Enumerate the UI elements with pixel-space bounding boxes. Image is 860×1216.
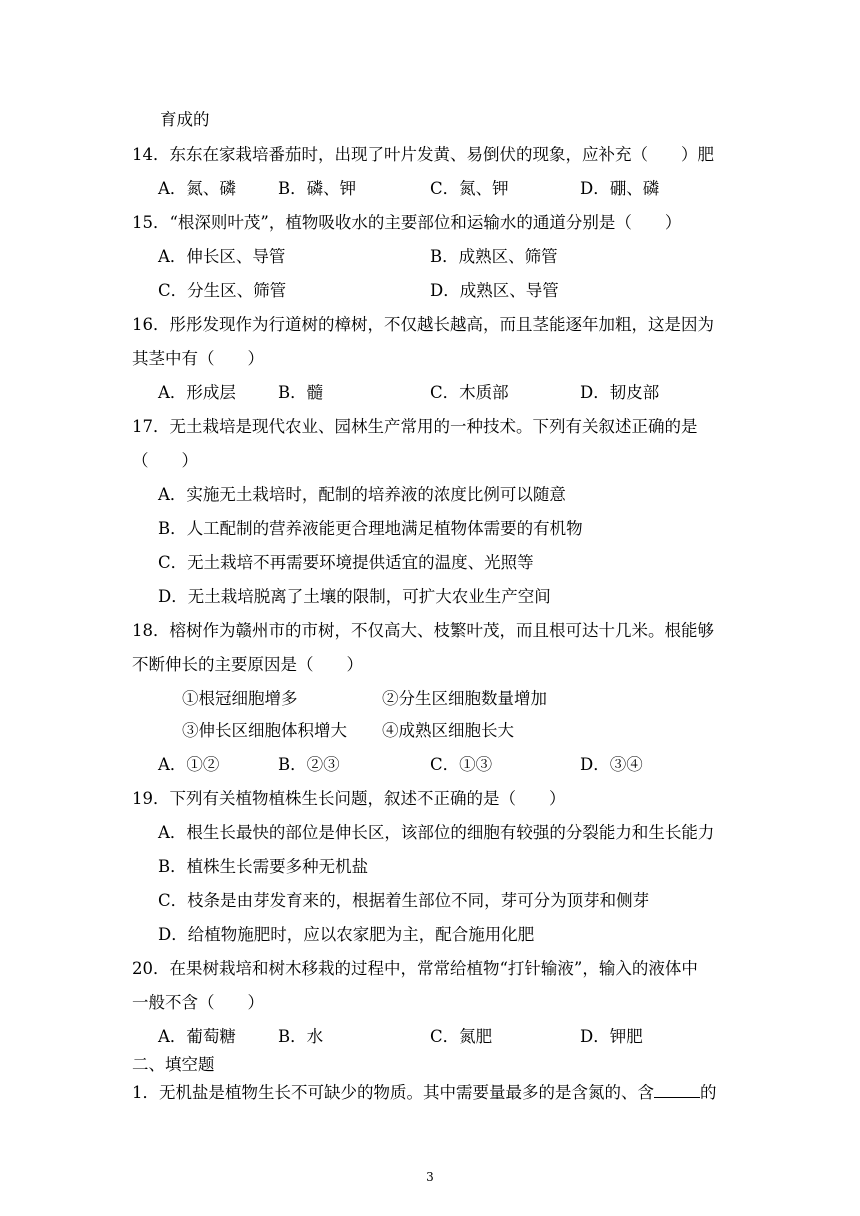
option-d: D．给植物施肥时，应以农家肥为主，配合施用化肥 — [158, 925, 535, 944]
option-c: C．分生区、筛管 — [158, 281, 287, 300]
question-17: 17．无土栽培是现代农业、园林生产常用的一种技术。下列有关叙述正确的是 — [132, 417, 698, 436]
option-c: C．木质部 — [430, 383, 509, 402]
question-18: 18．榕树作为赣州市的市树，不仅高大、枝繁叶茂，而且根可达十几米。根能够 — [132, 621, 714, 640]
option-a: A．氮、磷 — [158, 179, 236, 198]
option-c: C．氮肥 — [430, 1027, 493, 1046]
text-line: 育成的 — [160, 110, 210, 129]
question-18-cont: 不断伸长的主要原因是（ ） — [132, 655, 363, 674]
option-b: B．水 — [278, 1027, 324, 1046]
option-c: C．枝条是由芽发育来的，根据着生部位不同，芽可分为顶芽和侧芽 — [158, 891, 650, 910]
statement-1: ①根冠细胞增多 — [182, 689, 298, 708]
option-a: A．伸长区、导管 — [158, 247, 286, 266]
option-d: D．钾肥 — [580, 1027, 643, 1046]
option-a: A．葡萄糖 — [158, 1027, 236, 1046]
option-c: C．无土栽培不再需要环境提供适宜的温度、光照等 — [158, 553, 534, 572]
statement-4: ④成熟区细胞长大 — [382, 721, 514, 740]
option-d: D．无土栽培脱离了土壤的限制，可扩大农业生产空间 — [158, 587, 551, 606]
statement-3: ③伸长区细胞体积增大 — [182, 721, 347, 740]
page-number: 3 — [426, 1170, 434, 1184]
option-a: A．实施无土栽培时，配制的培养液的浓度比例可以随意 — [158, 485, 566, 504]
fill-question-1 — [132, 1082, 717, 1104]
option-a: A．①② — [158, 755, 220, 774]
answer-blank[interactable] — [654, 1083, 700, 1098]
option-d: D．硼、磷 — [580, 179, 660, 198]
option-a: A．根生长最快的部位是伸长区，该部位的细胞有较强的分裂能力和生长能力 — [158, 823, 715, 842]
question-14: 14．东东在家栽培番茄时，出现了叶片发黄、易倒伏的现象，应补充（ ）肥 — [132, 145, 714, 164]
fill-text-end: 的 — [700, 1083, 717, 1102]
question-20-cont: 一般不含（ ） — [132, 993, 264, 1012]
question-16-cont: 其茎中有（ ） — [132, 349, 264, 368]
option-b: B．髓 — [278, 383, 324, 402]
option-b: B．成熟区、筛管 — [430, 247, 558, 266]
option-d: D．韧皮部 — [580, 383, 660, 402]
fill-text: 1．无机盐是植物生长不可缺少的物质。其中需要量最多的是含氮的、含 — [132, 1083, 654, 1102]
option-b: B．磷、钾 — [278, 179, 357, 198]
statement-2: ②分生区细胞数量增加 — [382, 689, 547, 708]
option-d: D．成熟区、导管 — [430, 281, 559, 300]
question-19: 19．下列有关植物植株生长问题，叙述不正确的是（ ） — [132, 789, 566, 808]
option-b: B．人工配制的营养液能更合理地满足植物体需要的有机物 — [158, 519, 583, 538]
question-17-cont: （ ） — [132, 451, 198, 470]
option-b: B．②③ — [278, 755, 340, 774]
option-c: C．①③ — [430, 755, 493, 774]
question-20: 20．在果树栽培和树木移栽的过程中，常常给植物“打针输液”，输入的液体中 — [132, 959, 698, 978]
question-15: 15．“根深则叶茂”，植物吸收水的主要部位和运输水的通道分别是（ ） — [132, 213, 682, 232]
option-c: C．氮、钾 — [430, 179, 509, 198]
section-heading: 二、填空题 — [132, 1055, 215, 1074]
option-b: B．植株生长需要多种无机盐 — [158, 857, 369, 876]
question-16: 16．彤彤发现作为行道树的樟树，不仅越长越高，而且茎能逐年加粗，这是因为 — [132, 315, 714, 334]
option-d: D．③④ — [580, 755, 643, 774]
option-a: A．形成层 — [158, 383, 236, 402]
